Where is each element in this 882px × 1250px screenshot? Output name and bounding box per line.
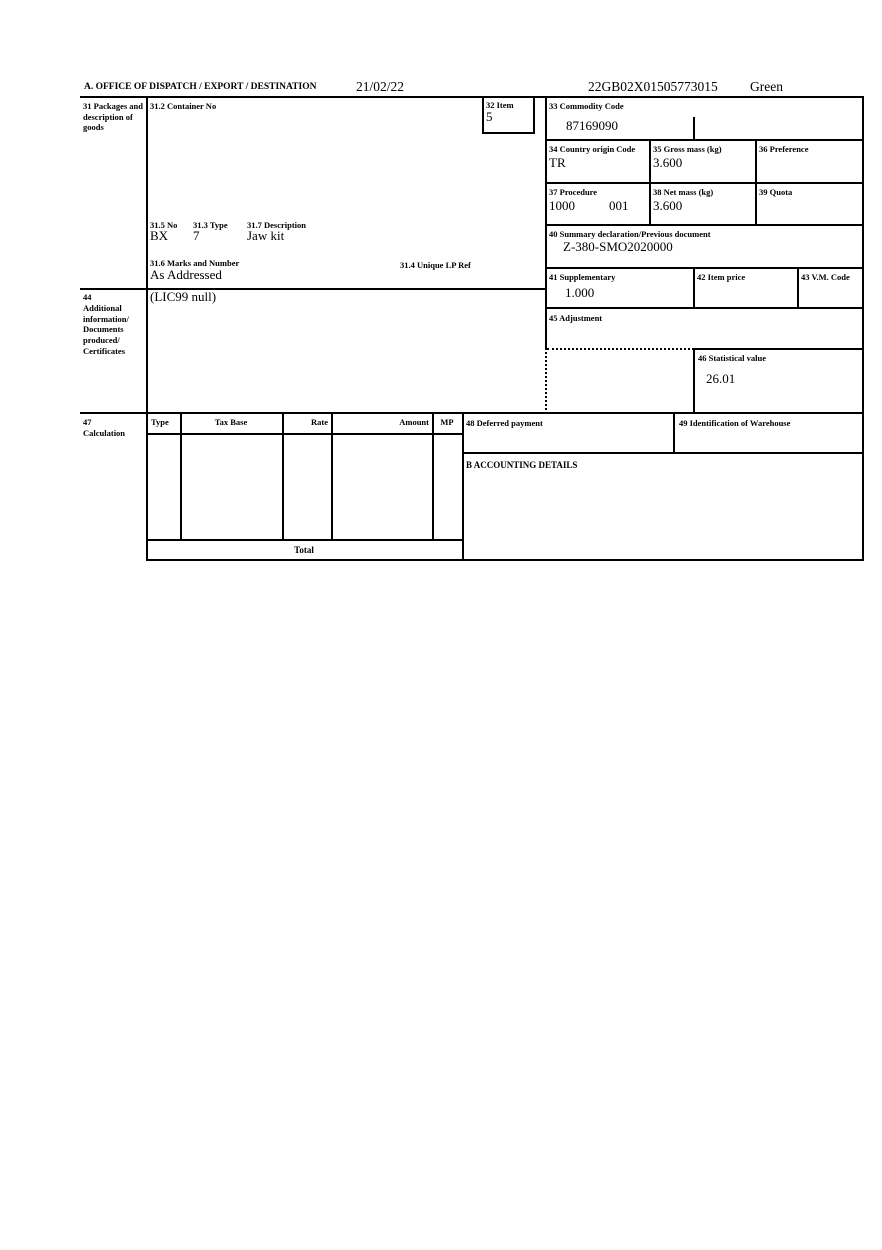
box31-7-label: 31.7 Description	[247, 220, 307, 230]
box41-value: 1.000	[565, 285, 595, 300]
right-section-divider	[545, 96, 547, 350]
box47-label: Calculation	[83, 428, 126, 438]
declaration-reference: 22GB02X01505773015	[588, 79, 718, 94]
table-header-type: Type	[151, 417, 169, 427]
row37-bottom-border	[545, 224, 864, 226]
box40-label: 40 Summary declaration/Previous document	[549, 229, 711, 239]
box40-value: Z-380-SMO2020000	[563, 239, 673, 254]
table-col-amount-right	[432, 412, 434, 541]
box37-label: 37 Procedure	[549, 187, 598, 197]
table-header-amount: Amount	[399, 417, 429, 427]
box31-4-label: 31.4 Unique LP Ref	[400, 260, 471, 270]
box33-label: 33 Commodity Code	[549, 101, 624, 111]
box32-left-border	[482, 96, 484, 134]
box35-value: 3.600	[653, 155, 683, 170]
box32-value: 5	[486, 109, 493, 124]
office-of-dispatch-label: A. OFFICE OF DISPATCH / EXPORT / DESTINATION	[84, 82, 317, 92]
table-total-label: Total	[294, 545, 314, 555]
box32-right-border	[533, 96, 535, 134]
accounting-details-label: B ACCOUNTING DETAILS	[466, 460, 578, 470]
box33-value: 87169090	[566, 118, 618, 133]
dotted-subbox-left-border	[545, 348, 547, 414]
table-header-bottom-border	[146, 433, 464, 435]
table-header-tax-base: Tax Base	[214, 417, 248, 427]
box40-bottom-border	[545, 267, 864, 269]
table-header-mp: MP	[440, 417, 454, 427]
box37-value-1: 1000	[549, 198, 575, 213]
box31-3-value: 7	[193, 228, 200, 243]
box31-label: 31 Packages and description of goods	[83, 101, 143, 133]
box46-top-border	[693, 348, 864, 350]
row47-top-border	[80, 412, 864, 414]
box36-label: 36 Preference	[759, 144, 809, 154]
box44-value: (LIC99 null)	[150, 289, 217, 304]
routing-status: Green	[750, 79, 783, 94]
form-top-border	[80, 96, 864, 98]
table-right-border	[462, 412, 464, 561]
box33-tick-divider	[693, 117, 695, 141]
dotted-subbox-top-border	[547, 348, 694, 350]
box31-7-value: Jaw kit	[247, 228, 285, 243]
box38-value: 3.600	[653, 198, 683, 213]
box31-2-label: 31.2 Container No	[150, 101, 217, 111]
box33-bottom-border	[545, 139, 864, 141]
box38-label: 38 Net mass (kg)	[653, 187, 714, 197]
box47-number: 47	[83, 417, 92, 427]
box48-label: 48 Deferred payment	[466, 418, 543, 428]
row34-bottom-border	[545, 182, 864, 184]
table-col-rate-right	[331, 412, 333, 541]
col34-35-divider	[649, 139, 651, 226]
box46-label: 46 Statistical value	[698, 353, 766, 363]
box32-label: 32 Item	[486, 100, 514, 110]
form-bottom-border	[146, 559, 864, 561]
form-right-border	[862, 96, 864, 561]
box34-label: 34 Country origin Code	[549, 144, 636, 154]
box34-value: TR	[549, 155, 566, 170]
box31-3-label: 31.3 Type	[193, 220, 228, 230]
col41-42-divider	[693, 267, 695, 309]
box31-6-label: 31.6 Marks and Number	[150, 258, 240, 268]
col48-49-divider	[673, 412, 675, 454]
box31-5-value: BX	[150, 228, 169, 243]
row41-bottom-border	[545, 307, 864, 309]
box49-label: 49 Identification of Warehouse	[679, 418, 791, 428]
box44-label: Additional information/ Documents produced/ Certificates	[83, 303, 129, 356]
table-col-type-right	[180, 412, 182, 541]
box32-bottom-border	[482, 132, 535, 134]
box31-6-value: As Addressed	[150, 267, 222, 282]
box46-value: 26.01	[706, 371, 736, 386]
box35-label: 35 Gross mass (kg)	[653, 144, 722, 154]
box39-label: 39 Quota	[759, 187, 793, 197]
box43-label: 43 V.M. Code	[801, 272, 850, 282]
box31-5-label: 31.5 No	[150, 220, 178, 230]
box37-value-2: 001	[609, 198, 629, 213]
col42-43-divider	[797, 267, 799, 309]
table-header-rate: Rate	[311, 417, 328, 427]
row48-bottom-border	[462, 452, 864, 454]
box45-label: 45 Adjustment	[549, 313, 603, 323]
table-col-taxbase-right	[282, 412, 284, 541]
table-body-bottom-border	[146, 539, 464, 541]
box42-label: 42 Item price	[697, 272, 746, 282]
box46-left-border	[693, 348, 695, 414]
box44-number: 44	[83, 292, 92, 302]
col35-36-divider	[755, 139, 757, 226]
box41-label: 41 Supplementary	[549, 272, 616, 282]
declaration-date: 21/02/22	[356, 79, 405, 94]
